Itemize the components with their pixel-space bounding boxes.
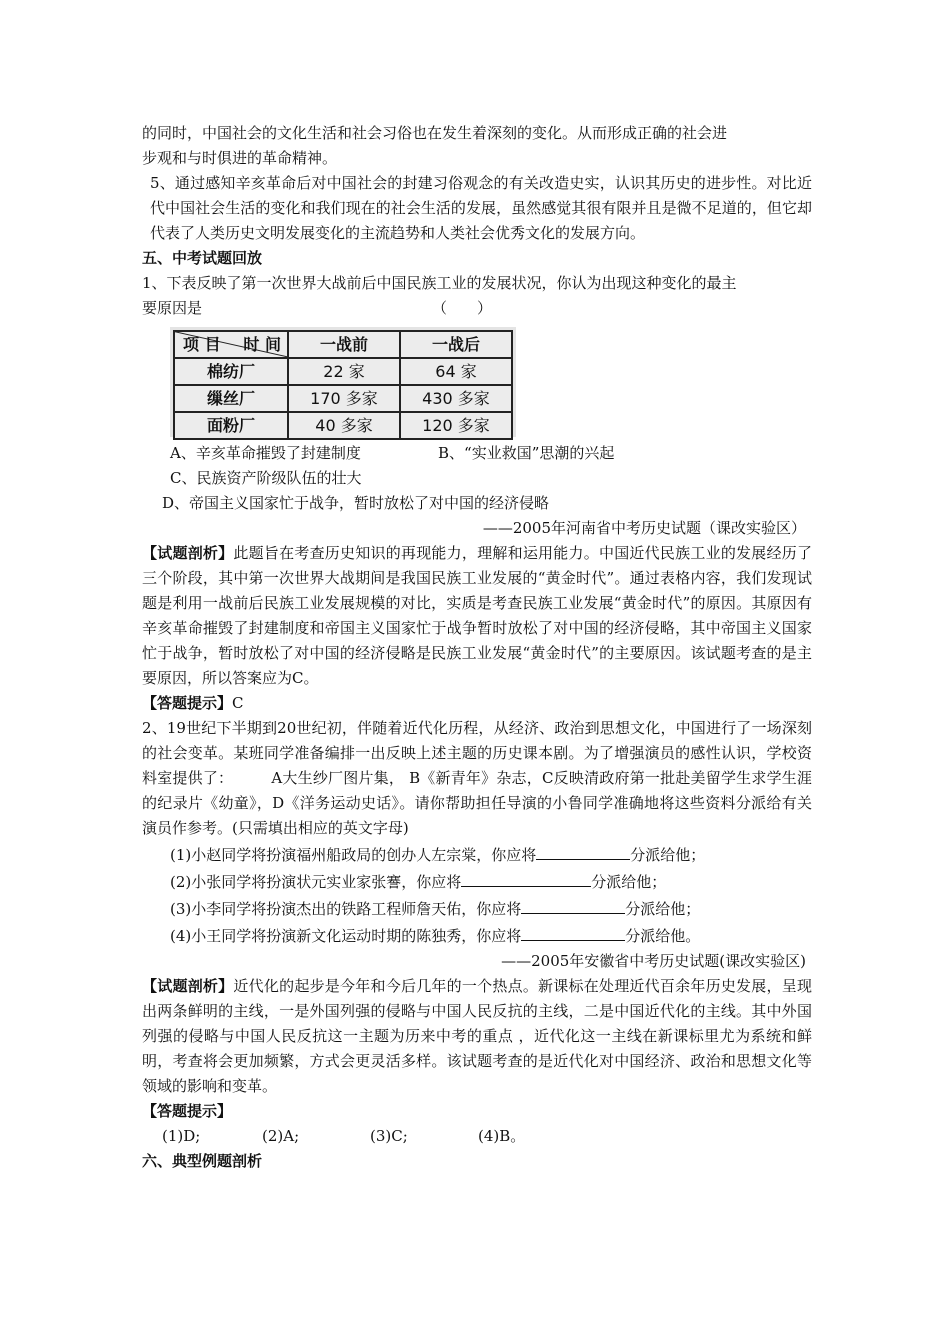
intro-line-2: 步观和与时俱进的革命精神。 [142,149,338,167]
q2-item [142,922,812,949]
cell-after: 120 多家 [400,412,512,439]
q1-option-a: A、辛亥革命摧毁了封建制度 [170,444,361,462]
table-row [174,412,512,439]
q2-item-text: (2)小张同学将扮演状元实业家张謇，你应将 [170,873,462,891]
section-5-title: 五、中考试题回放 [142,249,263,267]
q1-analysis-label: 【试题剖析】 [142,544,234,562]
q1-answer-label: 【答题提示】 [142,694,233,712]
q2-item-suffix: 分派给他； [625,900,701,918]
q1-analysis-text: 此题旨在考查历史知识的再现能力，理解和运用能力。中国近代民族工业的发展经历了三个阶段，其中第一次世界大战期间是我国民族工业发展的“黄金时代”。通过表格内容，我们发现试题是利用一战前后民族工业发展规模的对比，实质是考查民族工业发展“黄金时代”的原因。其原因有辛亥革命摧毁了封建制度和帝国主义国家忙于战争暂时放松了对中国的经济侵略，其中帝国主义国家忙于战争，暂时放松了对中国的经济侵略是民族工业发展“黄金时代”的主要原因。该试题考查的是主要原因，所以答案应为C。 [142,544,812,687]
answer-blank[interactable] [461,868,591,887]
q2-item-suffix: 分派给他； [591,873,667,891]
table-corner-cell [174,331,288,358]
q2-answer-2: (2)A; [262,1127,300,1145]
q1-stem: 1、下表反映了第一次世界大战前后中国民族工业的发展状况，你认为出现这种变化的最主 [142,274,737,292]
q1-option-c: C、民族资产阶级队伍的壮大 [170,469,362,487]
answer-blank[interactable] [536,841,630,860]
q2-item [142,841,812,868]
cell-after: 64 家 [400,358,512,385]
q2-answer-1: (1)D; [162,1127,201,1145]
table-row [174,385,512,412]
header-after-war: 一战后 [400,331,512,358]
q1-option-b: B、“实业救国”思潮的兴起 [438,444,615,462]
row-name: 面粉厂 [174,412,288,439]
q2-source: ——2005年安徽省中考历史试题(课改实验区) [501,952,806,970]
q2-answer-label: 【答题提示】 [142,1102,233,1120]
header-time-label: 时 间 [243,335,281,354]
row-name: 缫丝厂 [174,385,288,412]
q2-answers [142,1124,812,1149]
q1-answer-paren: （ ） [432,299,493,317]
q1-answer-value: C [232,694,244,712]
answer-blank[interactable] [521,895,625,914]
q1-analysis [142,541,812,691]
point-5-paragraph: 5、通过感知辛亥革命后对中国社会的封建习俗观念的有关改造史实，认识其历史的进步性。对比近代中国社会生活的变化和我们现在的社会生活的发展，虽然感觉其很有限并且是微不足道的，但它却代表了人类历史文明发展变化的主流趋势和人类社会优秀文化的发展方向。 [150,174,812,242]
q2-stem: 2、19世纪下半期到20世纪初，伴随着近代化历程，从经济、政治到思想文化，中国进行了一场深刻的社会变革。某班同学准备编排一出反映上述主题的历史课本剧。为了增强演员的感性认识，学校资料室提供了： A大生纱厂图片集， B《新青年》杂志，C反映清政府第一批赴美留学生求学生涯的纪录片《幼童》，D《洋务运动史话》。请你帮助担任导演的小鲁同学准确地将这些资料分派给有关演员作参考。(只需填出相应的英文字母) [142,719,812,837]
q2-item-suffix: 分派给他； [630,846,706,864]
q2-analysis [142,974,812,1099]
table-row [174,358,512,385]
q2-item-text: (3)小李同学将扮演杰出的铁路工程师詹天佑，你应将 [170,900,522,918]
section-6-title: 六、典型例题剖析 [142,1152,263,1170]
table-header-row [174,331,512,358]
q1-stem-line2 [142,296,812,321]
q1-source: ——2005年河南省中考历史试题（课改实验区） [482,519,806,537]
q1-stem-tail: 要原因是 [142,299,203,317]
cell-before: 22 家 [288,358,400,385]
q2-answer-3: (3)C; [370,1127,408,1145]
row-name: 棉纺厂 [174,358,288,385]
q2-item-suffix: 分派给他。 [625,927,701,945]
q2-analysis-label: 【试题剖析】 [142,977,234,995]
q1-options-ab [142,441,812,466]
q2-answer-4: (4)B。 [478,1127,526,1145]
header-item-label: 项 目 [183,335,221,354]
q2-item [142,868,812,895]
q2-analysis-text: 近代化的起步是今年和今后几年的一个热点。新课标在处理近代百余年历史发展，呈现出两条鲜明的主线，一是外国列强的侵略与中国人民反抗的主线，二是中国近代化的主线。其中外国列强的侵略与中国人民反抗这一主题为历来中考的重点 ，近代化这一主线在新课标里尤为系统和鲜明，考查将会更加频繁，方式会更灵活多样。该试题考查的是近代化对中国经济、政治和思想文化等领域的影响和变革。 [142,977,812,1095]
q2-item-text: (1)小赵同学将扮演福州船政局的创办人左宗棠，你应将 [170,846,537,864]
q1-answer [142,691,812,716]
industry-table [173,330,513,440]
q2-item [142,895,812,922]
cell-before: 170 多家 [288,385,400,412]
q2-item-text: (4)小王同学将扮演新文化运动时期的陈独秀，你应将 [170,927,522,945]
cell-after: 430 多家 [400,385,512,412]
answer-blank[interactable] [521,922,625,941]
header-before-war: 一战前 [288,331,400,358]
document-page [142,121,812,1174]
intro-line-1: 的同时，中国社会的文化生活和社会习俗也在发生着深刻的变化。从而形成正确的社会进 [142,124,728,142]
cell-before: 40 多家 [288,412,400,439]
q1-option-d: D、帝国主义国家忙于战争，暂时放松了对中国的经济侵略 [162,494,550,512]
q1-table-image [170,327,516,437]
